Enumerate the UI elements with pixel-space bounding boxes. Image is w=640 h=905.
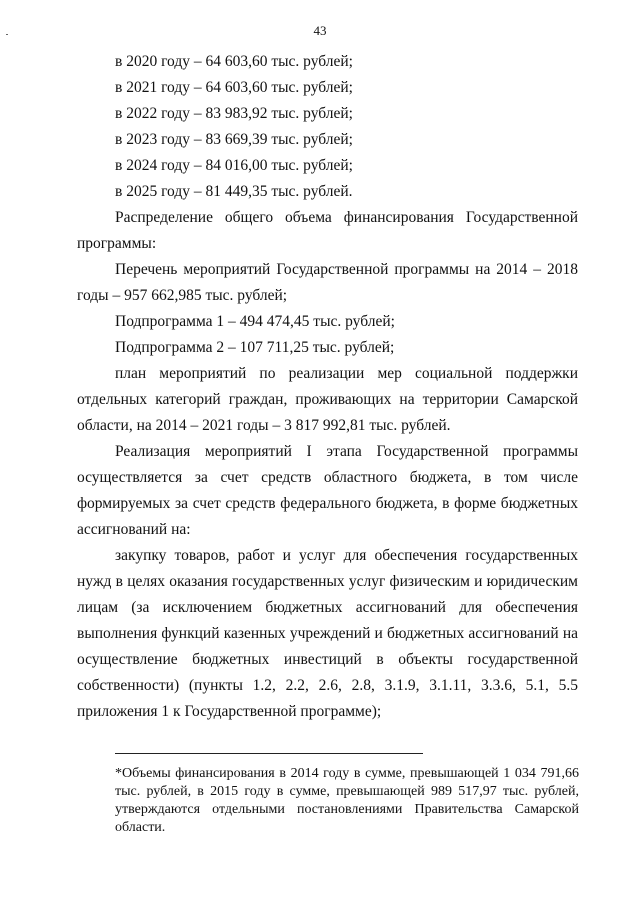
funding-year-2022: в 2022 году – 83 983,92 тыс. рублей; <box>115 105 353 122</box>
funding-year-2024: в 2024 году – 84 016,00 тыс. рублей; <box>115 157 353 174</box>
funding-year-2021: в 2021 году – 64 603,60 тыс. рублей; <box>115 79 353 96</box>
distribution-item-subprogram-2: Подпрограмма 2 – 107 711,25 тыс. рублей; <box>115 339 395 356</box>
footnote: *Объемы финансирования в 2014 году в сумме, превышающей 1 034 791,66 тыс. рублей, в 2015 году в сумме, превышающей 989 517,97 тыс. рублей, утверждаются отдельными постановлениями Правительства Самарской области. <box>115 766 579 835</box>
funding-year-2025: в 2025 году – 81 449,35 тыс. рублей. <box>115 183 353 200</box>
implementation-paragraph: Реализация мероприятий I этапа Государственной программы осуществляется за счет средств областного бюджета, в том числе формируемых за счет средств федерального бюджета, в форме бюджетных ассигнований на: <box>77 443 578 538</box>
document-body <box>77 49 578 725</box>
footnote-separator <box>115 753 423 754</box>
distribution-item-program-list: Перечень мероприятий Государственной программы на 2014 – 2018 годы – 957 662,985 тыс. рублей; <box>77 261 578 304</box>
implementation-item-procurement: закупку товаров, работ и услуг для обеспечения государственных нужд в целях оказания государственных услуг физическим и юридическим лицам (за исключением бюджетных ассигнований для обеспечения выполнения функций казенных учреждений и бюджетных ассигнований на осуществление бюджетных инвестиций в объекты государственной собственности) (пункты 1.2, 2.2, 2.6, 2.8, 3.1.9, 3.1.11, 3.3.6, 5.1, 5.5 приложения 1 к Государственной программе); <box>77 547 578 720</box>
funding-year-2020: в 2020 году – 64 603,60 тыс. рублей; <box>115 53 353 70</box>
distribution-item-subprogram-1: Подпрограмма 1 – 494 474,45 тыс. рублей; <box>115 313 395 330</box>
distribution-heading: Распределение общего объема финансирования Государственной программы: <box>77 209 578 252</box>
funding-year-2023: в 2023 году – 83 669,39 тыс. рублей; <box>115 131 353 148</box>
page-number: 43 <box>313 23 327 38</box>
distribution-item-social-support-plan: план мероприятий по реализации мер социальной поддержки отдельных категорий граждан, проживающих на территории Самарской области, на 2014 – 2021 годы – 3 817 992,81 тыс. рублей. <box>77 365 578 434</box>
